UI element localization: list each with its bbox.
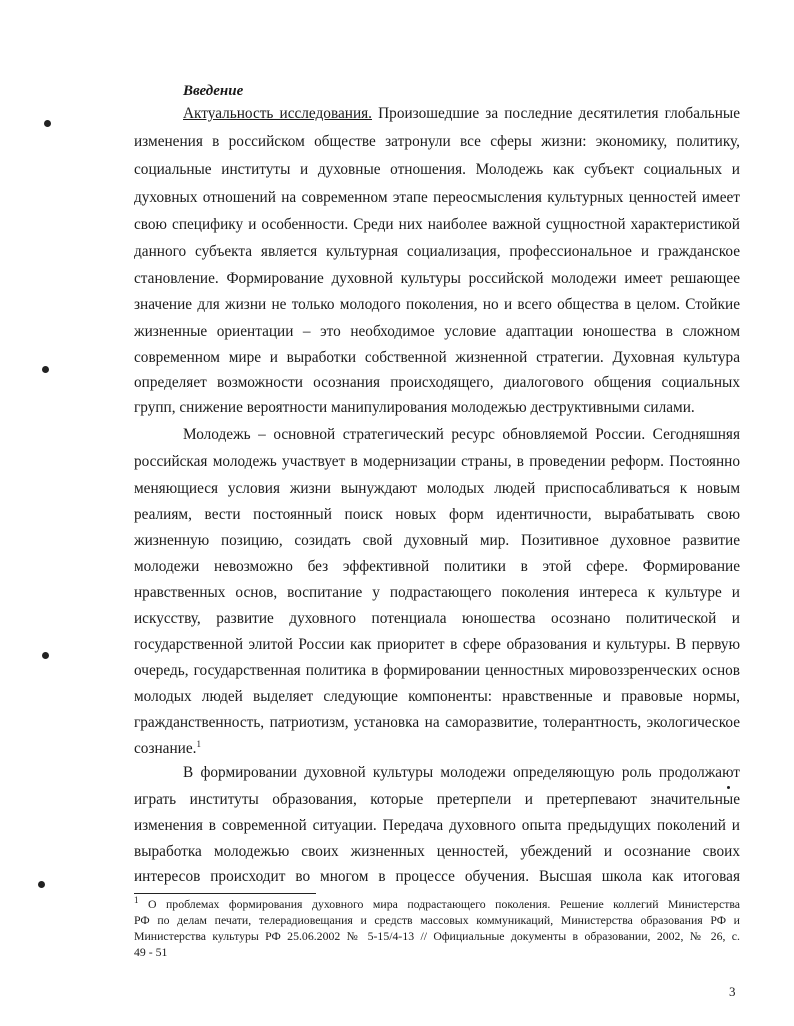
margin-mark-3 (42, 652, 49, 659)
footnote-number: 1 (134, 895, 139, 906)
margin-mark-2 (42, 366, 49, 373)
paragraph-1-line: современном мире и выработки собственной жизненной стратегии. Духовная культура (134, 349, 740, 366)
paragraph-3-line: изменения в современной ситуации. Передача духовного опыта предыдущих поколений и (134, 817, 740, 834)
paragraph-3-line: В формировании духовной культуры молодежи определяющую роль продолжают (183, 764, 740, 781)
paragraph-3-line: интересов происходит во многом в процессе обучения. Высшая школа как итоговая (134, 868, 740, 885)
paragraph-3-line: играть институты образования, которые претерпели и претерпевают значительные (134, 791, 740, 808)
paragraph-2-line: нравственных основ, воспитание у подрастающего поколения интереса к культуре и (134, 584, 740, 601)
paragraph-1-line: становление. Формирование духовной культуры российской молодежи имеет решающее (134, 270, 740, 287)
paragraph-1-line: данного субъекта является культурная социализация, профессиональное и гражданское (134, 243, 740, 260)
paragraph-2-line: Молодежь – основной стратегический ресурс обновляемой России. Сегодняшняя (183, 426, 740, 443)
footnote-separator (134, 893, 316, 894)
paragraph-2-line: меняющиеся условия жизни вынуждают молодых людей приспосабливаться к новым (134, 480, 740, 497)
paragraph-1-line: значение для жизни не только молодого поколения, но и всего общества в целом. Стойкие (134, 296, 740, 313)
paragraph-2-line: сознание.$^1$ (134, 738, 201, 757)
paragraph-2-line: гражданственность, патриотизм, установка на саморазвитие, толерантность, экологическое (134, 714, 740, 731)
paragraph-1-line: изменения в российском обществе затронули все сферы жизни: экономику, политику, (134, 133, 740, 150)
paragraph-1-line: жизненные ориентации – это необходимое условие адаптации юношества в сложном (134, 323, 740, 340)
paragraph-1-line: духовных отношений на современном этапе переосмысления культурных ценностей имеет (134, 189, 740, 206)
footnote-line: 49 - 51 (134, 945, 168, 959)
paragraph-2-line: жизненную позицию, созидать свой духовный мир. Позитивное духовное развитие (134, 532, 740, 549)
paragraph-1-line: групп, снижение вероятности манипулирования молодежью деструктивными силами. (134, 399, 695, 416)
paragraph-1-line: Актуальность исследования. Произошедшие за последние десятилетия глобальные (183, 105, 740, 122)
footnote-line: РФ по делам печати, телерадиовещания и средств массовых коммуникаций, Министерства образования РФ и (134, 913, 740, 927)
paragraph-1-line: социальные институты и духовные отношения. Молодежь как субъект социальных и (134, 161, 740, 178)
paragraph-2-line: искусству, развитие духовного потенциала юношества осознано политической и (134, 610, 740, 627)
footnote-ref[interactable]: 1 (196, 738, 201, 749)
paragraph-1-line: свою специфику и особенности. Среди них наиболее важной сущностной характеристикой (134, 216, 740, 233)
paragraph-2-line: очередь, государственная политика в формировании ценностных мировоззренческих основ (134, 662, 740, 679)
paragraph-1-line: определяет возможности осознания происходящего, диалогового общения социальных (134, 374, 740, 391)
paragraph-2-line: российская молодежь участвует в модернизации страны, в проведении реформ. Постоянно (134, 453, 740, 470)
margin-mark-1 (44, 120, 51, 127)
footnote-line: Министерства культуры РФ 25.06.2002 № 5-15/4-13 // Официальные документы в образовании, 2002, № 26, с. (134, 929, 740, 943)
paragraph-2-line: государственной элитой России как приоритет в сфере образования и культуры. В первую (134, 636, 740, 653)
footnote-line: $^1$ О проблемах формирования духовного мира подрастающего поколения. Решение коллегий Министерства (134, 895, 740, 911)
paragraph-2-line: реалиям, вести постоянный поиск новых форм идентичности, вырабатывать свою (134, 506, 740, 523)
paragraph-2-line: молодых людей выделяет следующие компоненты: нравственные и правовые нормы, (134, 688, 740, 705)
margin-mark-4 (38, 881, 45, 888)
section-heading: Введение (183, 83, 244, 99)
page-number: 3 (729, 984, 736, 999)
paragraph-2-line: молодежи невозможно без эффективной политики в этой сфере. Формирование (134, 558, 740, 575)
topic-label: Актуальность исследования. (183, 105, 372, 122)
paragraph-3-line: выработка молодежью своих жизненных ценностей, убеждений и осознание своих (134, 843, 740, 860)
